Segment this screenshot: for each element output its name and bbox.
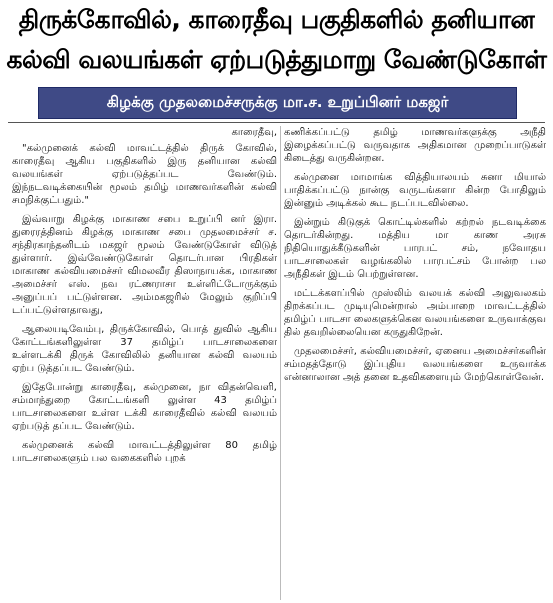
paragraph: இதேபோன்று காரைதீவு, கல்முனை, நா விதன்வெளி, சம்மாந்துறை கோட்டங்களி லுள்ள 43 தமிழ்ப் பாடசாலைகளை உள்ள டக்கி காரைதீவில் கல்வி வலயம் ஏற்படுத் தப்பட வேண்டும். [12, 382, 277, 432]
headline-line-2: கல்வி வலயங்கள் ஏற்படுத்துமாறு வேண்டுகோள் [6, 45, 547, 74]
article-column-left [12, 126, 277, 602]
paragraph: இன்றும் கிடுகுக் கொட்டில்களில் கற்றல் நடவடிக்கை தொடர்கின்றது. மத்திய மா காண அரசு நிதியொதுக்கீடுகளின் பாரபட் சம், நவோதய பாடசாலைகள் வழங்கலில் பாரபட்சம் போன்ற பல அநீதிகள் இடம் பெற்றுள்ளன. [284, 217, 546, 280]
paragraph: கணிக்கப்பட்டு தமிழ் மாணவர்களுக்கு அநீதி இழைக்கப்பட்டு வருவதாக அதிகமான முறைப்பாடுகள் கிடைத்து வருகின்றன. [284, 127, 546, 164]
subheading-banner [38, 87, 517, 119]
dateline: காரைதீவு, [231, 127, 277, 138]
paragraph: கல்முனைக் கல்வி மாவட்டத்திலுள்ள 80 தமிழ் பாடசாலைகளும் பல வகைகளில் புறக் [12, 440, 277, 464]
subheading-text: கிழக்கு முதலமைச்சருக்கு மா.ச. உறுப்பினர் மகஜர் [106, 93, 449, 111]
paragraph: முதலமைச்சர், கல்வியமைச்சர், ஏனைய அமைச்சர்களின் சம்மதத்தோடு இப்புதிய வலயங்களை உருவாக்க என்னாலான அத் தனை உதவிகளையும் மேற்கொள்வேன். [284, 346, 546, 383]
paragraph: இவ்வாறு கிழக்கு மாகாண சபை உறுப்பி னர் இரா. துரைரத்தினம் கிழக்கு மாகாண சபை முதலமைச்சர் ச. சந்திரகாந்தனிடம் மகஜர் மூலம் வேண்டுகோள் விடுத் துள்ளார். இவ்வேண்டுகோள் தொடர்பான பிரதிகள் மாகாண கல்வியமைச்சர் விமலவீர திஸாநாயக்க, மாகாண அமைச்சர் எஸ். நவ ரட்ணராசா உள்ளிட்டோருக்கும் அனுப்பப் பட்டுள்ளன. அம்மகஜரில் மேலும் குறிப்பி டப்பட்டுள்ளதாவது, [12, 214, 277, 316]
paragraph: கல்முனை மாமாங்க வித்தியாலயம் சுனா மியால் பாதிக்கப்பட்டு நான்கு வருடங்களா கின்ற போதிலும் இன்னும் அடிக்கல் கூட நடப்படவில்லை. [284, 172, 546, 209]
paragraph: மட்டக்களப்பில் முஸ்லிம் வலயக் கல்வி அலுவலகம் திறக்கப்பட முடியுமென்றால் அம்பாறை மாவட்டத்தில் தமிழ்ப் பாடசா லைகளுக்கென வலயங்களை உருவாக்குவ தில் தவறில்லையென கருதுகிறேன். [284, 288, 546, 338]
column-divider [280, 126, 281, 600]
paragraph: ஆலையடிவேம்பு, திருக்கோவில், பொத் துவில் ஆகிய கோட்டங்களிலுள்ள 37 தமிழ்ப் பாடசாலைகளை உள்ளடக்கி திருக் கோவிலில் தனியான கல்வி வலயம் ஏற்ப டுத்தப்பட வேண்டும். [12, 324, 277, 374]
paragraph: "கல்முனைக் கல்வி மாவட்டத்தில் திருக் கோவில், காரைதீவு ஆகிய பகுதிகளில் இரு தனியான கல்வி வலயங்கள் ஏற்படுத்தப்பட வேண்டும். இந்நடவடிக்கையின் மூலம் தமிழ் மாணவர்களின் கல்வி சமநிக்குட்பதும்." [12, 143, 277, 206]
header-rule [8, 122, 545, 123]
headline-line-1: திருக்கோவில், காரைதீவு பகுதிகளில் தனியான [18, 5, 535, 34]
article-column-right [284, 126, 546, 602]
